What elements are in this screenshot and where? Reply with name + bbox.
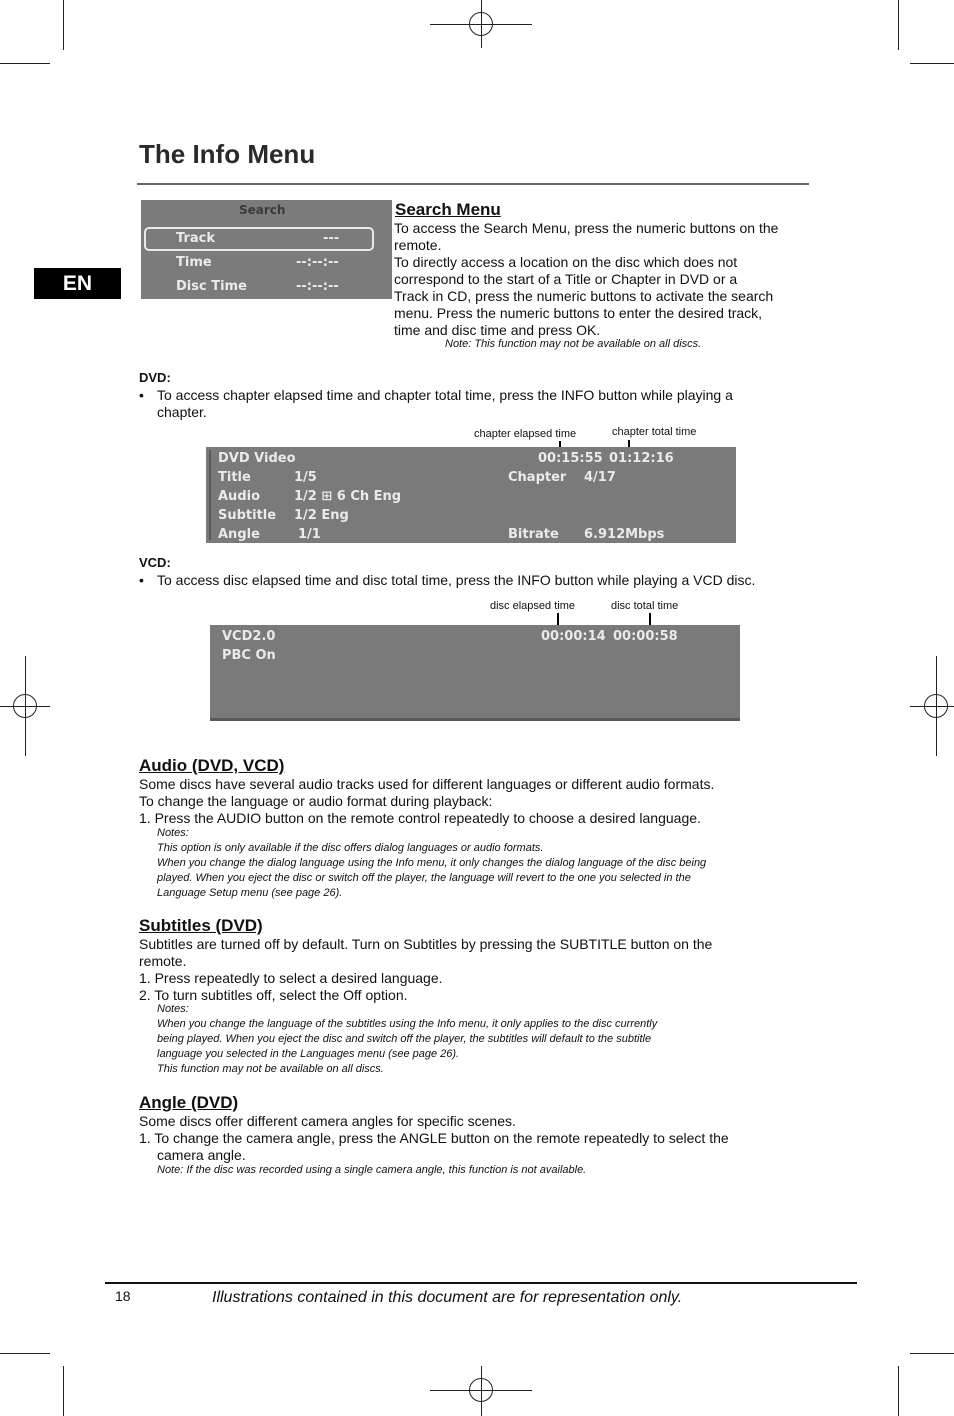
text-line: 1. Press repeatedly to select a desired language. <box>139 970 443 986</box>
dvd-bullet-line1: To access chapter elapsed time and chapter total time, press the INFO button while playing a <box>157 387 733 403</box>
search-osd-track-value: --- <box>323 231 340 246</box>
vcd-callout-elapsed: disc elapsed time <box>490 600 575 612</box>
text-line: To access the Search Menu, press the numeric buttons on the <box>394 220 779 236</box>
footer-rule <box>105 1282 857 1284</box>
dvd-bullet <box>139 387 819 421</box>
search-osd-disctime-label: Disc Time <box>176 279 247 294</box>
audio-heading: Audio (DVD, VCD) <box>139 756 285 775</box>
text-line: time and disc time and press OK. <box>394 322 601 338</box>
dvd-osd-total: 01:12:16 <box>609 451 674 466</box>
dvd-osd-elapsed: 00:15:55 <box>538 451 603 466</box>
language-tab: EN <box>34 268 121 299</box>
note-line: This option is only available if the disc offers dialog languages or audio formats. <box>157 842 544 854</box>
dvd-osd-title-value: 1/5 <box>294 470 317 485</box>
vcd-label: VCD: <box>139 555 171 570</box>
dvd-callout-elapsed: chapter elapsed time <box>474 428 577 440</box>
search-osd-image <box>141 200 392 299</box>
search-osd-header: Search <box>239 203 286 217</box>
page-title: The Info Menu <box>139 139 316 169</box>
angle-text <box>139 1113 839 1164</box>
dvd-label: DVD: <box>139 370 171 385</box>
text-line: 1. To change the camera angle, press the ANGLE button on the remote repeatedly to select the <box>139 1130 729 1146</box>
page-number: 18 <box>115 1288 131 1304</box>
search-menu-text <box>394 220 814 339</box>
search-osd-time-label: Time <box>176 255 212 270</box>
subtitles-text <box>139 936 839 1004</box>
text-line: Subtitles are turned off by default. Turn on Subtitles by pressing the SUBTITLE button on the <box>139 936 713 952</box>
text-line: To directly access a location on the disc which does not <box>394 254 738 270</box>
note-line: played. When you eject the disc or switch off the player, the language will revert to the one you selected in the <box>157 872 691 884</box>
vcd-callout-total: disc total time <box>611 600 679 612</box>
search-osd-disctime-value: --:--:-- <box>296 279 339 294</box>
note-line: This function may not be available on all discs. <box>157 1063 384 1075</box>
text-line: Some discs offer different camera angles for specific scenes. <box>139 1113 516 1129</box>
dvd-callout-total: chapter total time <box>612 426 697 438</box>
angle-note: Note: If the disc was recorded using a single camera angle, this function is not available. <box>157 1164 587 1176</box>
subtitles-heading: Subtitles (DVD) <box>139 916 263 935</box>
search-menu-note: Note: This function may not be available on all discs. <box>445 338 702 350</box>
bullet-icon: • <box>139 387 144 403</box>
text-line: correspond to the start of a Title or Chapter in DVD or a <box>394 271 738 287</box>
search-osd-track-label: Track <box>176 231 215 246</box>
vcd-bullet <box>139 572 839 589</box>
audio-text <box>139 776 839 827</box>
note-line: Notes: <box>157 1003 189 1015</box>
text-line: Some discs have several audio tracks used for different languages or different audio formats. <box>139 776 715 792</box>
dvd-osd-chapter-label: Chapter <box>508 470 567 485</box>
note-line: When you change the dialog language using the Info menu, it only changes the dialog language of the disc being <box>157 857 707 869</box>
dvd-osd-chapter-value: 4/17 <box>584 470 616 485</box>
text-line: 2. To turn subtitles off, select the Off option. <box>139 987 408 1003</box>
note-line: Language Setup menu (see page 26). <box>157 887 343 899</box>
text-line: Track in CD, press the numeric buttons to activate the search <box>394 288 774 304</box>
dvd-bullet-line2: chapter. <box>157 404 207 420</box>
note-line: When you change the language of the subtitles using the Info menu, it only applies to the disc currently <box>157 1018 658 1030</box>
dvd-osd-bitrate-value: 6.912Mbps <box>584 527 665 542</box>
dvd-osd-audio-label: Audio <box>218 489 261 504</box>
note-line: Notes: <box>157 827 189 839</box>
text-line: 1. Press the AUDIO button on the remote control repeatedly to choose a desired language. <box>139 810 701 826</box>
dvd-osd-bitrate-label: Bitrate <box>508 527 559 542</box>
note-line: language you selected in the Languages menu (see page 26). <box>157 1048 460 1060</box>
dvd-osd-image <box>206 447 736 543</box>
text-line: To change the language or audio format during playback: <box>139 793 493 809</box>
dvd-osd-angle-label: Angle <box>218 527 260 542</box>
dvd-osd-angle-value: 1/1 <box>298 527 321 542</box>
audio-notes <box>157 826 837 901</box>
bullet-icon: • <box>139 572 144 588</box>
text-line: menu. Press the numeric buttons to enter the desired track, <box>394 305 763 321</box>
text-line: camera angle. <box>157 1147 246 1163</box>
text-line: remote. <box>394 237 442 253</box>
vcd-osd-title: VCD2.0 <box>222 629 276 644</box>
subtitles-notes <box>157 1002 837 1077</box>
search-osd-time-value: --:--:-- <box>296 255 339 270</box>
dvd-osd-subtitle-label: Subtitle <box>218 508 277 523</box>
dvd-osd-title-label: Title <box>218 470 251 485</box>
dvd-osd-subtitle-value: 1/2 Eng <box>294 508 349 523</box>
osd-border <box>209 450 211 540</box>
search-menu-heading: Search Menu <box>395 200 501 219</box>
note-line: being played. When you eject the disc and switch off the player, the subtitles will default to the subtitle <box>157 1033 652 1045</box>
vcd-osd-pbc: PBC On <box>222 648 276 663</box>
osd-border <box>210 718 740 721</box>
vcd-osd-image <box>210 625 740 721</box>
title-rule <box>137 183 809 185</box>
vcd-osd-total: 00:00:58 <box>613 629 678 644</box>
footer-disclaimer: Illustrations contained in this document are for representation only. <box>212 1289 683 1306</box>
vcd-osd-elapsed: 00:00:14 <box>541 629 606 644</box>
text-line: remote. <box>139 953 187 969</box>
angle-heading: Angle (DVD) <box>139 1093 239 1112</box>
dvd-osd-audio-value: 1/2 ⊞ 6 Ch Eng <box>294 489 402 504</box>
vcd-bullet-line1: To access disc elapsed time and disc total time, press the INFO button while playing a VCD disc. <box>157 572 756 588</box>
dvd-osd-title: DVD Video <box>218 451 296 466</box>
